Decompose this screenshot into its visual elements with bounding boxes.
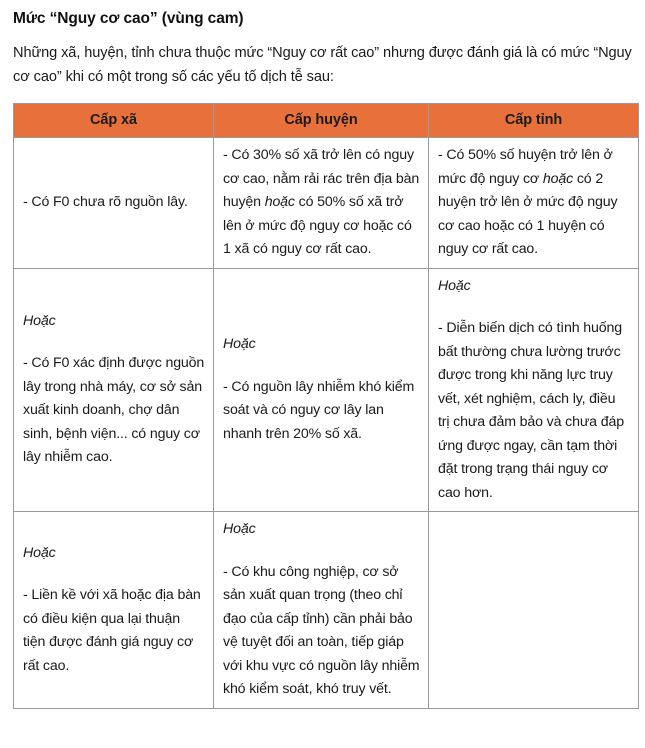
table-row — [14, 138, 639, 269]
cell-text-before: - Có 30% số xã trở lên có nguy cơ cao, nằm rải rác trên địa bàn huyện — [223, 147, 420, 210]
cell-province-2 — [429, 268, 639, 512]
cell-lead-or: Hoặc — [438, 277, 471, 294]
cell-text — [223, 376, 420, 447]
cell-commune-2 — [14, 268, 214, 512]
cell-lead-or: Hoặc — [223, 336, 256, 353]
emphasis-or: hoặc — [542, 170, 574, 187]
cell-text — [223, 561, 420, 702]
cell-district-2 — [214, 268, 429, 512]
empty-placeholder — [438, 518, 630, 528]
column-header-province: Cấp tỉnh — [429, 104, 639, 138]
cell-text — [23, 352, 205, 470]
cell-commune-1 — [14, 138, 214, 269]
table-row — [14, 268, 639, 512]
cell-text-before: - Liền kề với xã hoặc địa bàn có điều kiện qua lại thuận tiện được đánh giá nguy cơ rất cao. — [23, 587, 201, 674]
column-header-district: Cấp huyện — [214, 104, 429, 138]
cell-text-before: - Có F0 chưa rõ nguồn lây. — [23, 194, 188, 210]
cell-text-before: - Có khu công nghiệp, cơ sở sản xuất quan trọng (theo chỉ đạo của cấp tỉnh) cần phải bảo vệ tuyệt đối an toàn, tiếp giáp với khu vực có nguồn lây nhiễm khó kiểm soát, khó truy vết. — [223, 563, 420, 697]
cell-text-before: - Có 50% số huyện trở lên ở mức độ nguy cơ — [438, 147, 613, 187]
cell-district-1 — [214, 138, 429, 269]
table-body — [14, 138, 639, 709]
cell-district-3 — [214, 512, 429, 709]
column-header-commune: Cấp xã — [14, 104, 214, 138]
cell-lead-or: Hoặc — [23, 312, 56, 329]
emphasis-or: hoặc — [264, 194, 295, 210]
cell-text-after: có 2 huyện trở lên ở mức độ nguy cơ cao hoặc có 1 huyện có nguy cơ rất cao. — [438, 170, 618, 257]
cell-text-before: - Diễn biến dịch có tình huống bất thường chưa lường trước được trong khi năng lực truy vết, xét nghiệm, cách ly, điều trị chưa đảm bảo và chưa đáp ứng được ngay, cần tạm thời đặt trong trạng thái nguy cơ cao hơn. — [438, 320, 624, 501]
cell-lead-or: Hoặc — [23, 544, 56, 561]
table-header — [14, 104, 639, 138]
cell-province-3-empty — [429, 512, 639, 709]
cell-text — [438, 144, 630, 262]
page-title: Mức “Nguy cơ cao” (vùng cam) — [13, 10, 244, 27]
cell-text-after: có 50% số xã trở lên ở mức độ nguy cơ hoặc có 1 xã có nguy cơ rất cao. — [223, 194, 412, 257]
cell-lead-or: Hoặc — [223, 521, 256, 537]
table-row — [14, 512, 639, 709]
cell-province-1 — [429, 138, 639, 269]
cell-text-before: - Có nguồn lây nhiễm khó kiểm soát và có nguy cơ lây lan nhanh trên 20% số xã. — [223, 378, 415, 442]
cell-text — [438, 317, 630, 505]
cell-commune-3 — [14, 512, 214, 709]
table-header-row — [14, 104, 639, 138]
intro-paragraph: Những xã, huyện, tỉnh chưa thuộc mức “Nguy cơ rất cao” nhưng được đánh giá là có mức “Nguy cơ cao” khi có một trong số các yếu tố dịch tễ sau: — [13, 45, 632, 85]
cell-text — [223, 144, 420, 262]
cell-text — [23, 584, 205, 678]
risk-criteria-table — [13, 103, 639, 709]
cell-text-before: - Có F0 xác định được nguồn lây trong nhà máy, cơ sở sản xuất kinh doanh, chợ dân sinh, bệnh viện... có nguy cơ lây nhiễm cao. — [23, 355, 205, 466]
cell-text — [23, 191, 205, 215]
